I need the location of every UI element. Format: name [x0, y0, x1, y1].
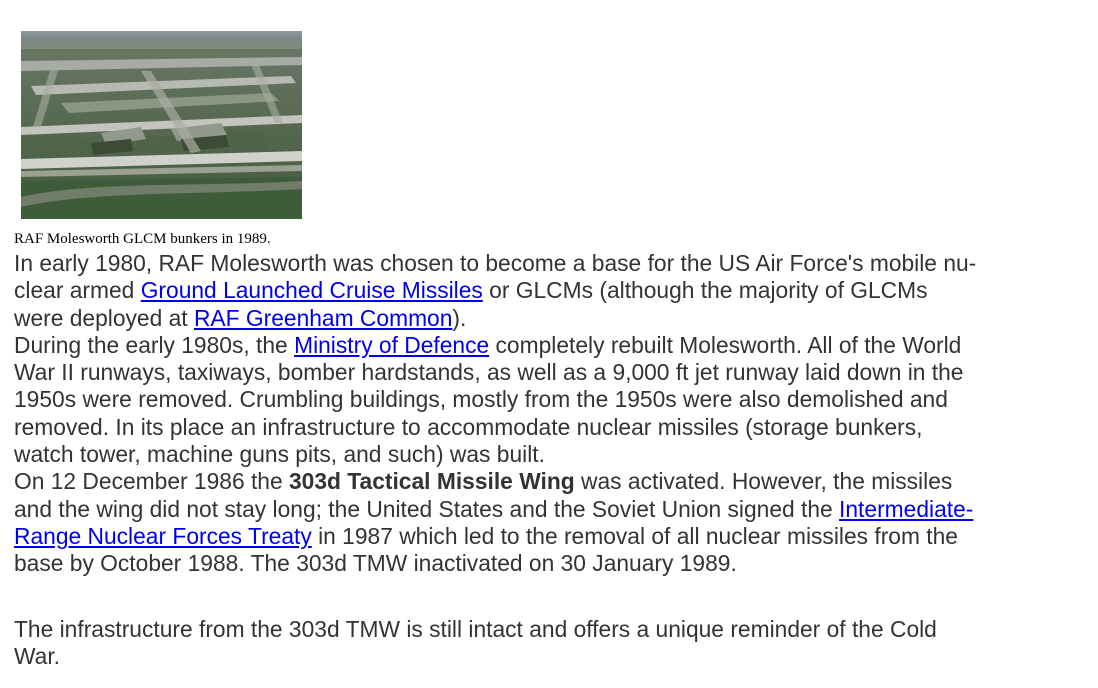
article-body — [14, 250, 1076, 670]
text-line: In early 1980, RAF Molesworth was chosen to become a base for the US Air Force's mobile nu- — [14, 250, 977, 276]
photo-caption: RAF Molesworth GLCM bunkers in 1989. — [14, 231, 271, 247]
text-line — [14, 305, 1076, 332]
text-span: During the early 1980s, the — [14, 331, 295, 358]
text-span: completely rebuilt Molesworth. All of the World — [489, 331, 962, 358]
text-line — [14, 523, 1076, 550]
text-span: ). — [452, 304, 467, 331]
text-line — [14, 496, 1076, 523]
aerial-photo-glcm-bunkers — [21, 31, 302, 219]
text-line: War II runways, taxiways, bomber hardstands, as well as a 9,000 ft jet runway laid down in the — [14, 359, 964, 386]
paragraph-3 — [14, 468, 1076, 577]
text-line: base by October 1988. The 303d TMW inactivated on 30 January 1989. — [14, 550, 737, 577]
text-span: were deployed at — [14, 304, 194, 331]
link-inf-treaty-part-1[interactable]: Intermediate- — [839, 495, 974, 522]
text-span: was activated. However, the missiles — [574, 468, 953, 495]
link-ground-launched-cruise-missiles[interactable]: Ground Launched Cruise Missiles — [140, 277, 483, 304]
text-line — [14, 332, 1076, 359]
text-line — [14, 277, 1076, 304]
bold-303d-tactical-missile-wing: 303d Tactical Missile Wing — [289, 468, 575, 495]
text-line: removed. In its place an infrastructure to accommodate nuclear missiles (storage bunkers, — [14, 413, 923, 440]
paragraph-2 — [14, 332, 1076, 468]
paragraph-1 — [14, 250, 1076, 332]
link-raf-greenham-common[interactable]: RAF Greenham Common — [193, 304, 453, 331]
paragraph-4 — [14, 616, 1076, 671]
text-span: clear armed — [14, 277, 141, 304]
text-span: in 1987 which led to the removal of all nuclear missiles from the — [311, 522, 958, 549]
text-line: watch tower, machine guns pits, and such) was built. — [14, 441, 545, 468]
link-ministry-of-defence[interactable]: Ministry of Defence — [294, 331, 490, 358]
text-span: On 12 December 1986 the — [14, 468, 289, 495]
text-line: The infrastructure from the 303d TMW is still intact and offers a unique reminder of the Cold — [14, 615, 937, 642]
text-line: War. — [14, 642, 61, 669]
aerial-photo-graphic — [21, 31, 302, 219]
text-span: and the wing did not stay long; the United States and the Soviet Union signed the — [14, 495, 840, 522]
text-line: 1950s were removed. Crumbling buildings, mostly from the 1950s were also demolished and — [14, 386, 948, 413]
text-span: or GLCMs (although the majority of GLCMs — [482, 277, 928, 304]
text-line — [14, 468, 1076, 495]
link-inf-treaty-part-2[interactable]: Range Nuclear Forces Treaty — [14, 522, 312, 549]
